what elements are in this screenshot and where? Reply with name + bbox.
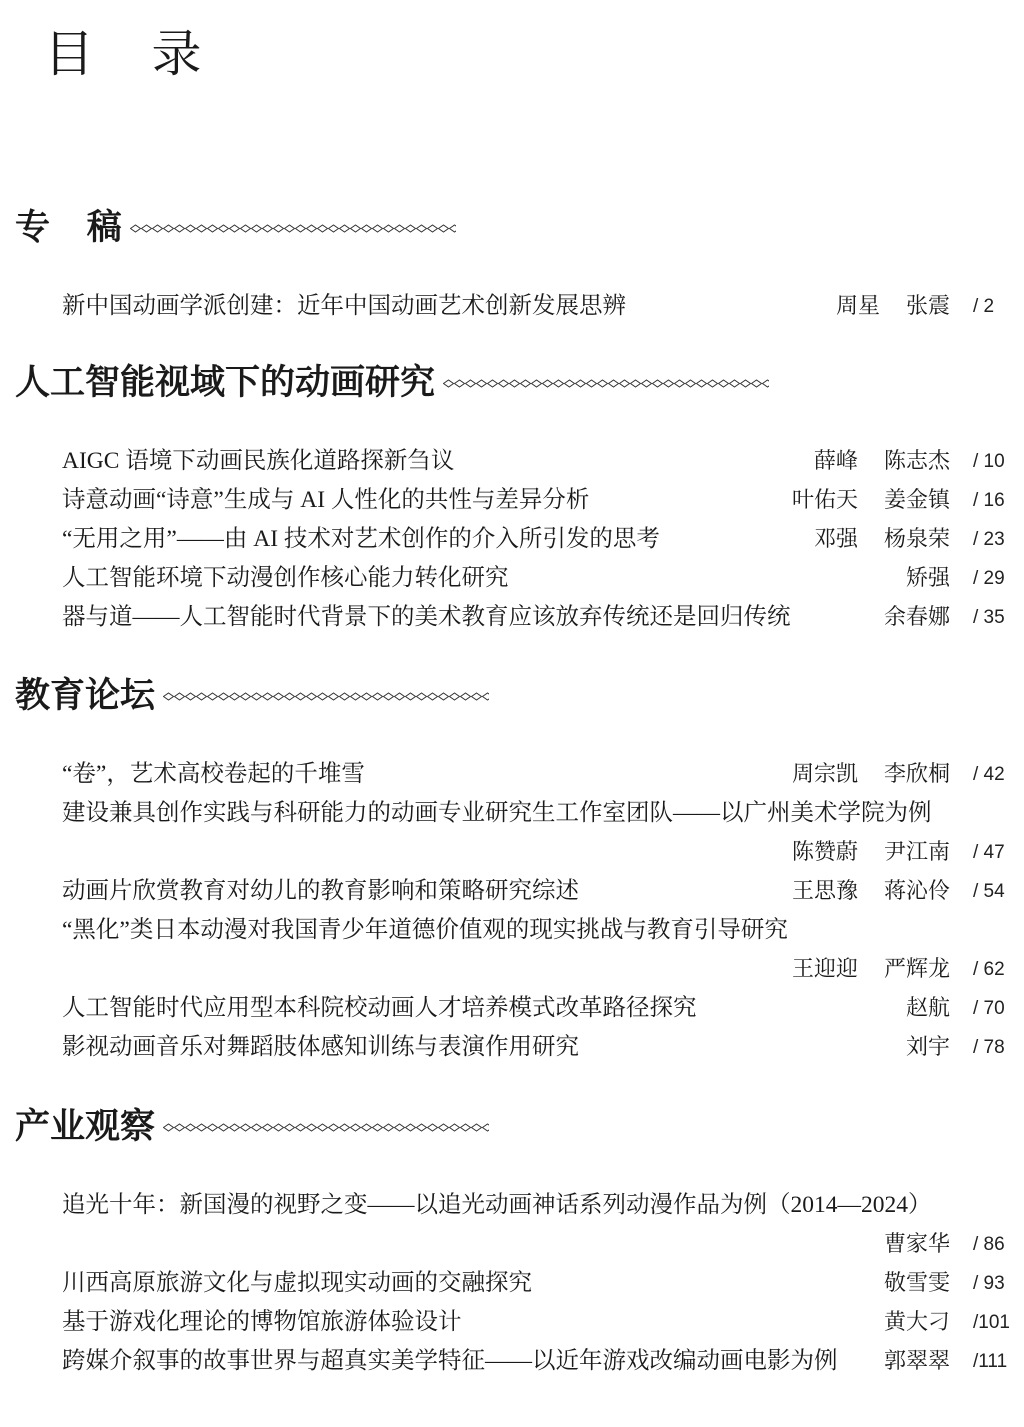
entry-title: 人工智能时代应用型本科院校动画人才培养模式改革路径探究 [62,995,697,1021]
author-name: 王思豫 [791,879,858,904]
page-number: / 23 [973,529,1005,550]
toc-entry [0,1264,1024,1303]
page-number: / 42 [973,764,1005,785]
page-number: / 47 [973,842,1005,863]
author-name: 杨泉荣 [883,527,950,552]
entry-title: 人工智能环境下动漫创作核心能力转化研究 [62,565,509,591]
section-header [0,358,1024,408]
page-number: / 35 [973,607,1005,628]
page-number: / 16 [973,490,1005,511]
toc-entry [0,989,1024,1028]
page-number: / 62 [973,959,1005,980]
entry-title: “无用之用”——由 AI 技术对艺术创作的介入所引发的思考 [62,526,660,552]
page-number: / 78 [973,1037,1005,1058]
entry-title: 诗意动画“诗意”生成与 AI 人性化的共性与差异分析 [62,487,590,513]
section-heading: 教育论坛 [15,676,156,715]
zigzag-divider [163,1123,489,1132]
entry-authors [884,598,950,637]
entry-authors [836,287,950,326]
author-name: 尹江南 [883,840,950,865]
entry-authors [792,872,950,911]
entry-title: AIGC 语境下动画民族化道路探新刍议 [62,448,455,474]
section-header [0,203,1024,253]
author-name: 姜金镇 [883,488,950,513]
page-number: / 29 [973,568,1005,589]
entry-title: 影视动画音乐对舞蹈肢体感知训练与表演作用研究 [62,1034,579,1060]
entry-title: 基于游戏化理论的博物馆旅游体验设计 [62,1309,462,1335]
toc-entry [0,598,1024,637]
toc-entry [0,1186,1024,1264]
author-name: 叶佑天 [791,488,858,513]
entry-list [0,287,1024,326]
entry-authors [884,1303,950,1342]
entry-title-line [0,911,1024,950]
entry-title: 器与道——人工智能时代背景下的美术教育应该放弃传统还是回归传统 [62,604,791,630]
toc-entry [0,794,1024,872]
toc-entry [0,1028,1024,1067]
entry-authors [792,481,950,520]
author-name: 张震 [905,294,950,319]
author-name: 蒋沁伶 [883,879,950,904]
entry-title: “卷”，艺术高校卷起的千堆雪 [62,761,365,787]
entry-authors [906,1028,950,1067]
toc-entry [0,872,1024,911]
entry-title: 新中国动画学派创建：近年中国动画艺术创新发展思辨 [62,293,626,319]
toc-section [0,671,1024,1067]
entry-authors [792,755,950,794]
author-name: 郭翠翠 [883,1349,950,1374]
toc-entry [0,481,1024,520]
entry-title: 动画片欣赏教育对幼儿的教育影响和策略研究综述 [62,878,579,904]
entry-authors [792,833,950,872]
toc-section [0,203,1024,326]
section-header [0,671,1024,721]
page-number: / 86 [973,1234,1005,1255]
author-name: 周星 [835,294,880,319]
author-name: 赵航 [905,996,950,1021]
toc-entry [0,287,1024,326]
page-number: / 93 [973,1273,1005,1294]
author-name: 邓强 [813,527,858,552]
toc-entry [0,1303,1024,1342]
entry-list [0,442,1024,637]
toc-entry [0,559,1024,598]
entry-author-line [0,1225,1024,1264]
entry-title: 追光十年：新国漫的视野之变——以追光动画神话系列动漫作品为例（2014—2024） [62,1192,932,1218]
page-number: / 70 [973,998,1005,1019]
author-name: 陈志杰 [883,449,950,474]
entry-authors [906,989,950,1028]
section-heading: 产业观察 [15,1107,156,1146]
entry-title: 跨媒介叙事的故事世界与超真实美学特征——以近年游戏改编动画电影为例 [62,1348,838,1374]
entry-list [0,1186,1024,1381]
toc-section [0,358,1024,637]
toc-entry [0,755,1024,794]
entry-authors [792,950,950,989]
entry-title: 建设兼具创作实践与科研能力的动画专业研究生工作室团队——以广州美术学院为例 [62,800,932,826]
entry-title: 川西高原旅游文化与虚拟现实动画的交融探究 [62,1270,532,1296]
author-name: 敬雪雯 [883,1271,950,1296]
toc-entry [0,520,1024,559]
entry-authors [884,1342,950,1381]
entry-list [0,755,1024,1067]
entry-author-line [0,950,1024,989]
page-title: 目 录 [44,26,202,82]
entry-authors [884,1225,950,1264]
page-number: / 10 [973,451,1005,472]
author-name: 黄大刁 [883,1310,950,1335]
page-number: /101 [973,1312,1010,1333]
page-number: / 2 [973,296,995,317]
zigzag-divider [443,379,769,388]
zigzag-divider [163,692,489,701]
toc-entry [0,442,1024,481]
section-heading: 专 稿 [15,208,122,247]
author-name: 余春娜 [883,605,950,630]
section-header [0,1102,1024,1152]
author-name: 曹家华 [883,1232,950,1257]
entry-title-line [0,794,1024,833]
toc-section [0,1102,1024,1381]
author-name: 陈赞蔚 [791,840,858,865]
entry-title-line [0,1186,1024,1225]
page-number: /111 [973,1351,1008,1372]
toc-entry [0,911,1024,989]
section-heading: 人工智能视域下的动画研究 [15,363,436,402]
entry-authors [884,1264,950,1303]
author-name: 薛峰 [813,449,858,474]
author-name: 严辉龙 [883,957,950,982]
entry-title: “黑化”类日本动漫对我国青少年道德价值观的现实挑战与教育引导研究 [62,917,788,943]
author-name: 李欣桐 [883,762,950,787]
entry-authors [814,520,950,559]
author-name: 王迎迎 [791,957,858,982]
zigzag-divider [130,224,456,233]
page-number: / 54 [973,881,1005,902]
author-name: 刘宇 [905,1035,950,1060]
author-name: 周宗凯 [791,762,858,787]
toc-entry [0,1342,1024,1381]
entry-author-line [0,833,1024,872]
author-name: 矫强 [905,566,950,591]
entry-authors [906,559,950,598]
entry-authors [814,442,950,481]
